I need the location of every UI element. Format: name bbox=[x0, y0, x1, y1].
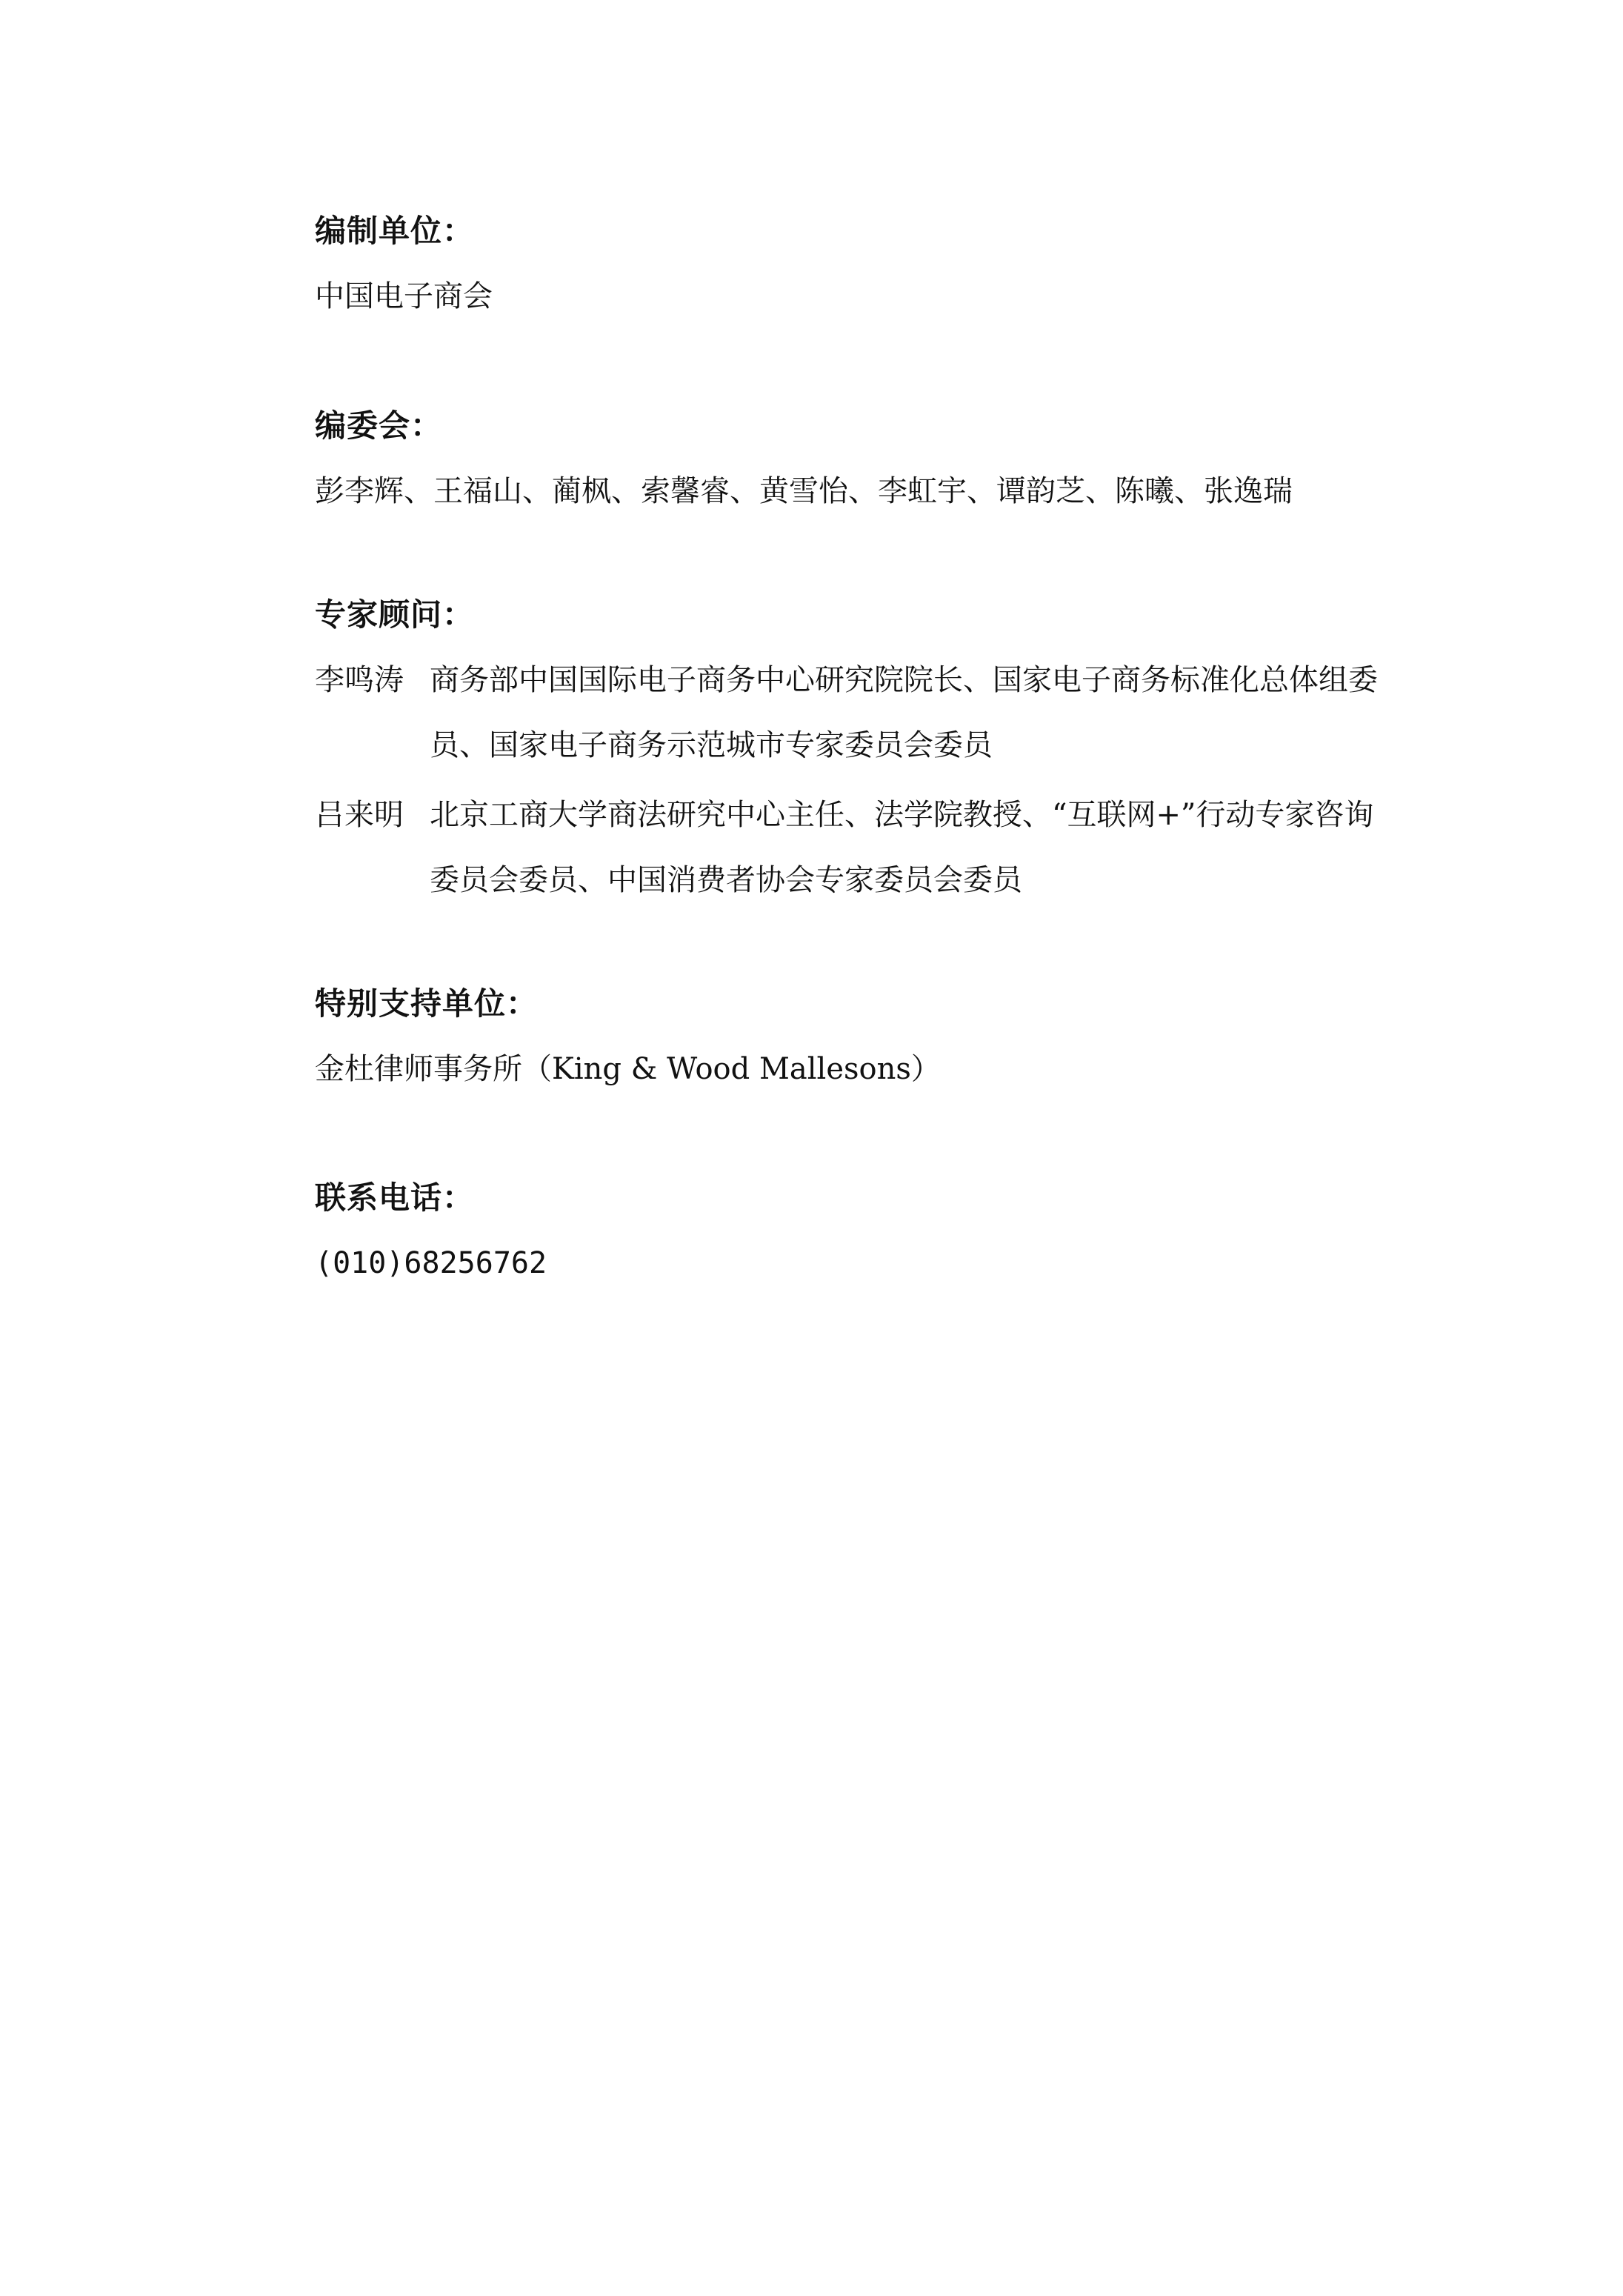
advisors-heading: 专家顾问： bbox=[315, 596, 475, 633]
advisor-name: 吕来明 bbox=[315, 798, 404, 832]
advisor-item bbox=[315, 658, 1396, 778]
advisors-section bbox=[315, 593, 1396, 913]
committee-heading: 编委会： bbox=[315, 407, 443, 444]
contact-section bbox=[315, 1176, 1396, 1285]
contact-phone: (010)68256762 bbox=[315, 1246, 547, 1280]
committee-members: 彭李辉、王福山、蔺枫、索馨睿、黄雪怡、李虹宇、谭韵芝、陈曦、张逸瑞 bbox=[315, 474, 1293, 508]
support-organization: 金杜律师事务所（King & Wood Mallesons） bbox=[315, 1052, 941, 1086]
advisor-name: 李鸣涛 bbox=[315, 663, 404, 697]
advisor-item bbox=[315, 793, 1396, 913]
compiler-heading: 编制单位： bbox=[315, 213, 475, 249]
committee-section bbox=[315, 404, 1396, 513]
compiler-section bbox=[315, 209, 1396, 319]
advisor-description: 商务部中国国际电子商务中心研究院院长、国家电子商务标准化总体组委员、国家电子商务示范城市专家委员会委员 bbox=[430, 663, 1378, 762]
compiler-value: 中国电子商会 bbox=[315, 279, 493, 313]
advisor-description: 北京工商大学商法研究中心主任、法学院教授、“互联网+”行动专家咨询委员会委员、中国消费者协会专家委员会委员 bbox=[430, 798, 1374, 897]
support-heading: 特别支持单位： bbox=[315, 985, 539, 1022]
contact-heading: 联系电话： bbox=[315, 1179, 475, 1216]
support-section bbox=[315, 982, 1396, 1091]
